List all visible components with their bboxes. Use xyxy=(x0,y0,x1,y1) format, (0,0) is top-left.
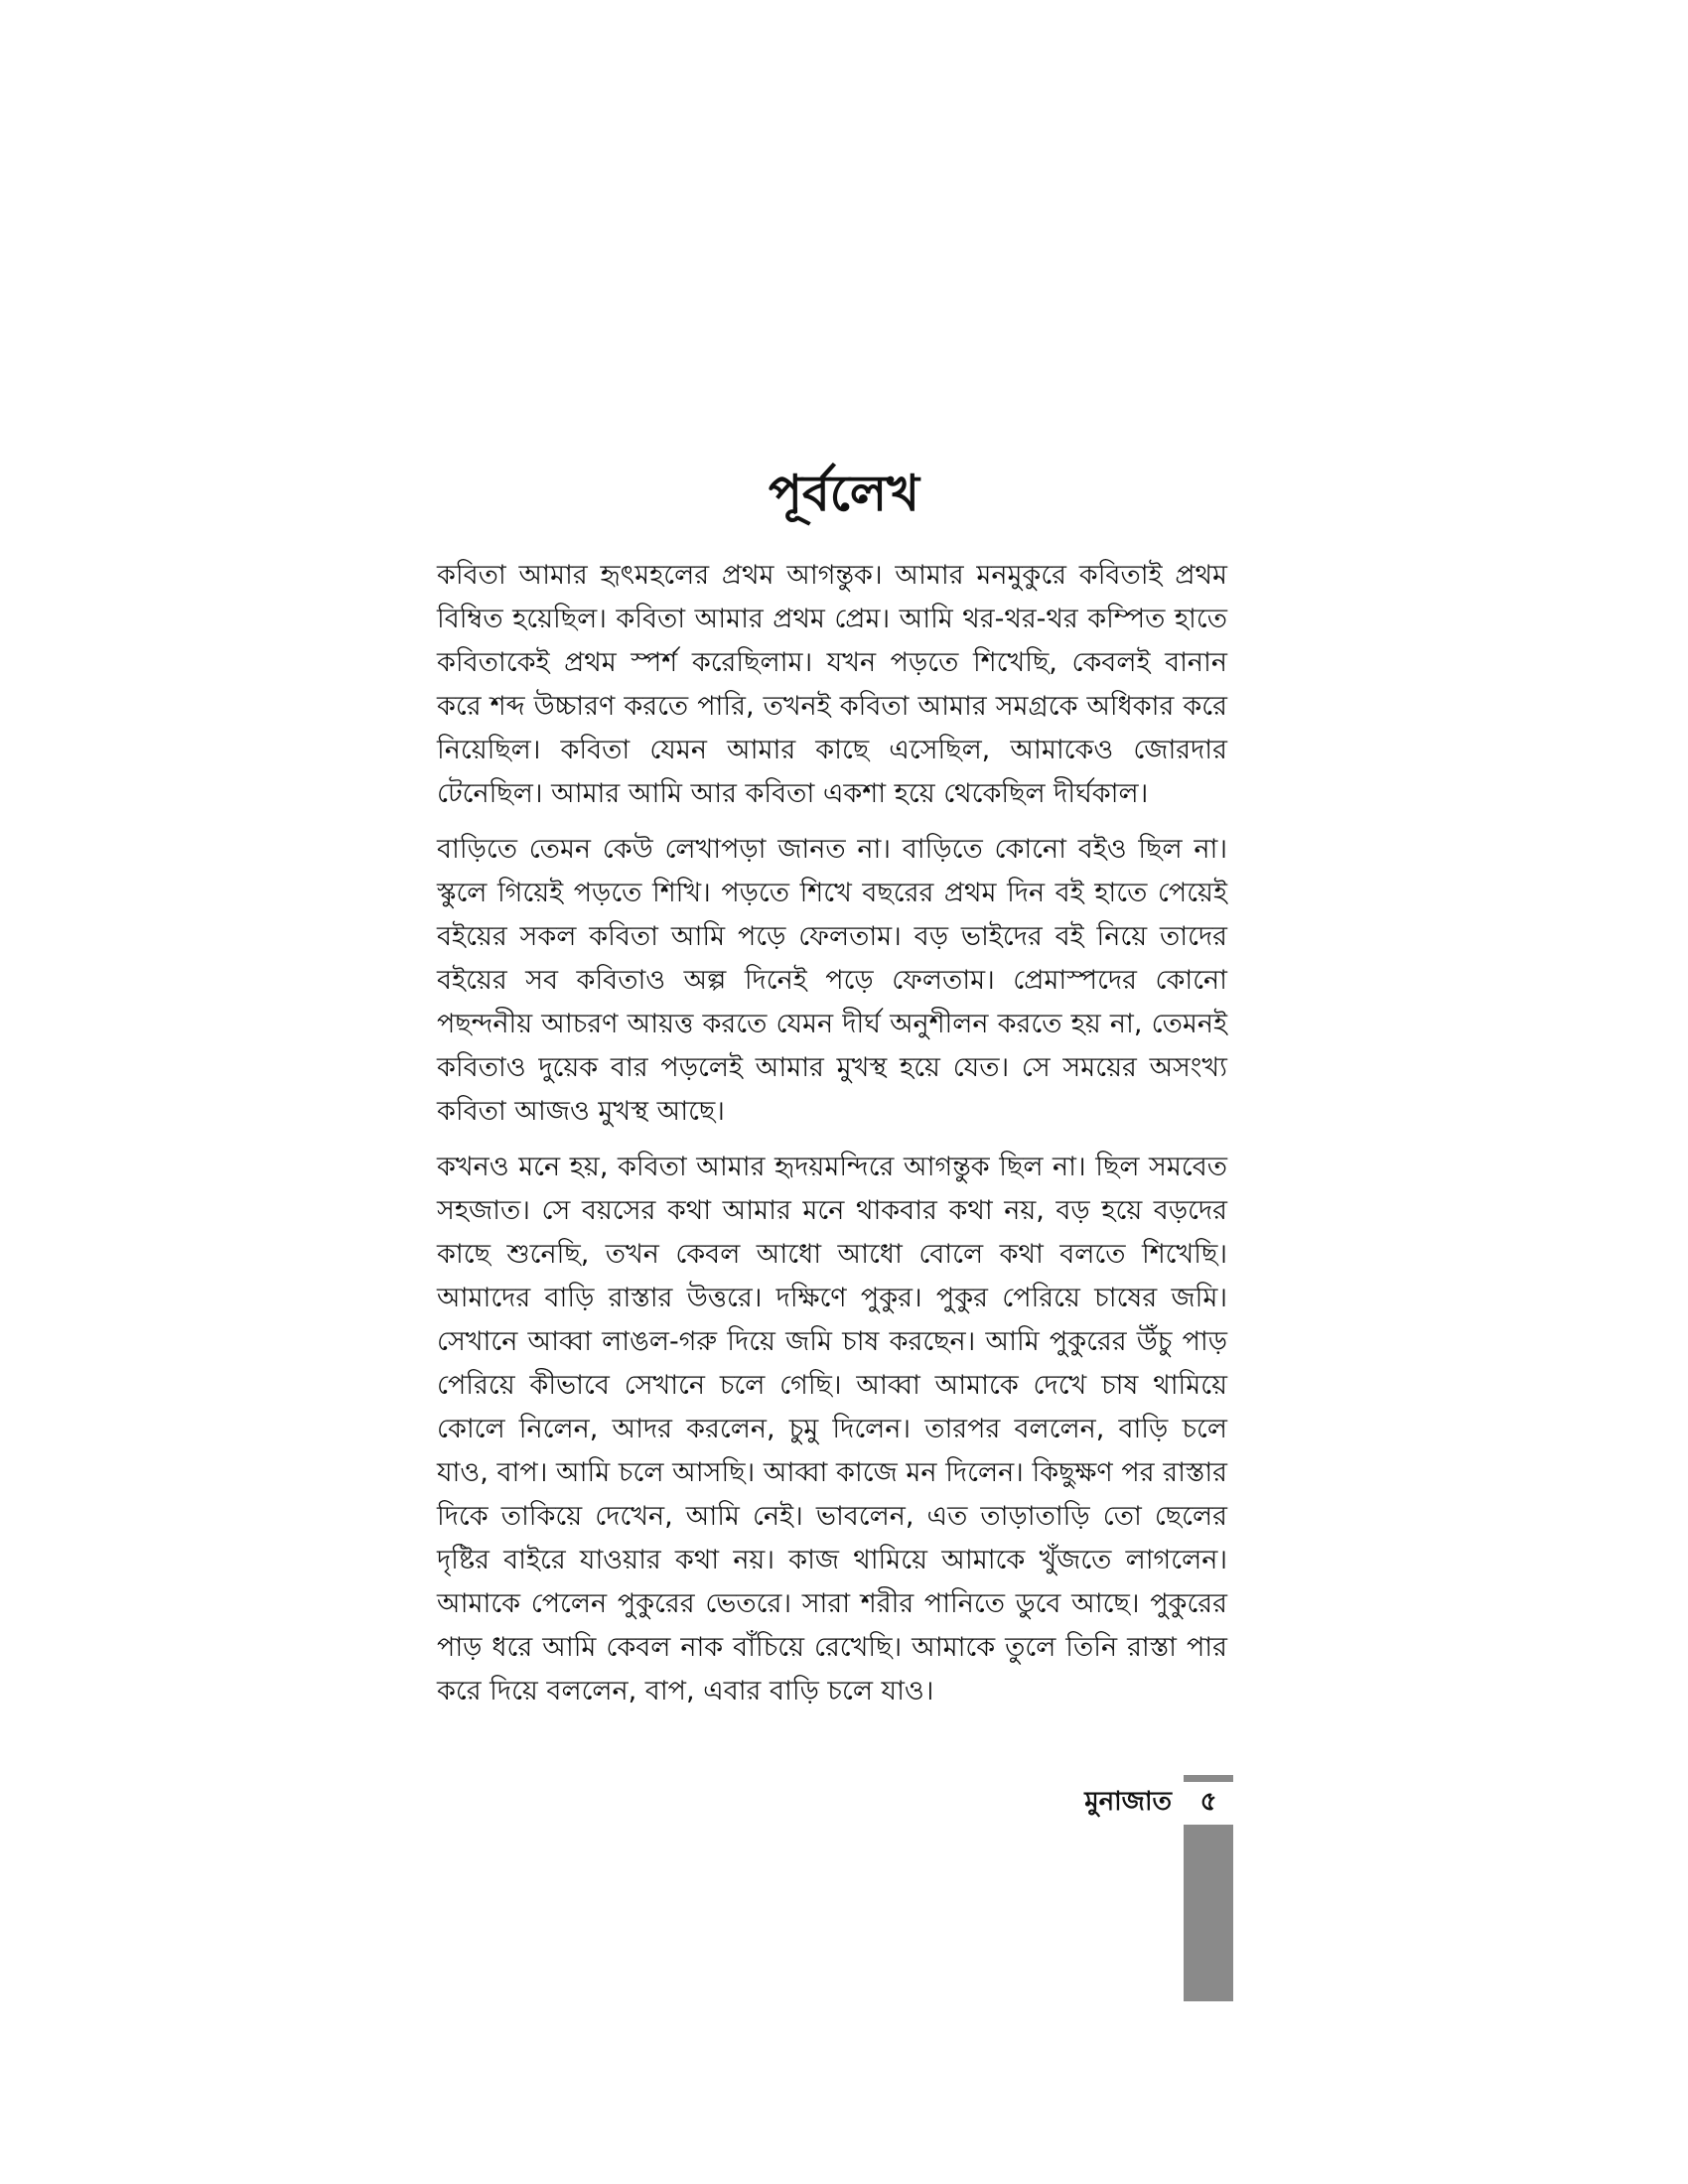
running-footer-book-title: মুনাজাত xyxy=(1084,1787,1172,1817)
page-tab-rule xyxy=(1184,1775,1233,1782)
paragraph-1: কবিতা আমার হৃৎমহলের প্রথম আগন্তুক। আমার মনমুকুরে কবিতাই প্রথম বিম্বিত হয়েছিল। কবিতা আমার প্রথম প্রেম। আমি থর-থর-থর কম্পিত হাতে কবিতাকেই প্রথম স্পর্শ করেছিলাম। যখন পড়তে শিখেছি, কেবলই বানান করে শব্দ উচ্চারণ করতে পারি, তখনই কবিতা আমার সমগ্রকে অধিকার করে নিয়েছিল। কবিতা যেমন আমার কাছে এসেছিল, আমাকেও জোরদার টেনেছিল। আমার আমি আর কবিতা একশা হয়ে থেকেছিল দীর্ঘকাল। xyxy=(437,560,1227,809)
body-text xyxy=(437,554,1227,1725)
page-number: ৫ xyxy=(1199,1787,1217,1817)
paragraph-3: কখনও মনে হয়, কবিতা আমার হৃদয়মন্দিরে আগন্তুক ছিল না। ছিল সমবেত সহজাত। সে বয়সের কথা আমার মনে থাকবার কথা নয়, বড় হয়ে বড়দের কাছে শুনেছি, তখন কেবল আধো আধো বোলে কথা বলতে শিখেছি। আমাদের বাড়ি রাস্তার উত্তরে। দক্ষিণে পুকুর। পুকুর পেরিয়ে চাষের জমি। সেখানে আব্বা লাঙল-গরু দিয়ে জমি চাষ করছেন। আমি পুকুরের উঁচু পাড় পেরিয়ে কীভাবে সেখানে চলে গেছি। আব্বা আমাকে দেখে চাষ থামিয়ে কোলে নিলেন, আদর করলেন, চুমু দিলেন। তারপর বললেন, বাড়ি চলে যাও, বাপ। আমি চলে আসছি। আব্বা কাজে মন দিলেন। কিছুক্ষণ পর রাস্তার দিকে তাকিয়ে দেখেন, আমি নেই। ভাবলেন, এত তাড়াতাড়ি তো ছেলের দৃষ্টির বাইরে যাওয়ার কথা নয়। কাজ থামিয়ে আমাকে খুঁজতে লাগলেন। আমাকে পেলেন পুকুরের ভেতরে। সারা শরীর পানিতে ডুবে আছে। পুকুরের পাড় ধরে আমি কেবল নাক বাঁচিয়ে রেখেছি। আমাকে তুলে তিনি রাস্তা পার করে দিয়ে বললেন, বাপ, এবার বাড়ি চলে যাও। xyxy=(437,1152,1227,1706)
paragraph-2: বাড়িতে তেমন কেউ লেখাপড়া জানত না। বাড়িতে কোনো বইও ছিল না। স্কুলে গিয়েই পড়তে শিখি। পড়তে শিখে বছরের প্রথম দিন বই হাতে পেয়েই বইয়ের সকল কবিতা আমি পড়ে ফেলতাম। বড় ভাইদের বই নিয়ে তাদের বইয়ের সব কবিতাও অল্প দিনেই পড়ে ফেলতাম। প্রেমাস্পদের কোনো পছন্দনীয় আচরণ আয়ত্ত করতে যেমন দীর্ঘ অনুশীলন করতে হয় না, তেমনই কবিতাও দুয়েক বার পড়লেই আমার মুখস্থ হয়ে যেত। সে সময়ের অসংখ্য কবিতা আজও মুখস্থ আছে। xyxy=(437,834,1227,1127)
page-title: পূর্বলেখ xyxy=(769,465,919,522)
page-edge-tab xyxy=(1184,1825,1233,2001)
